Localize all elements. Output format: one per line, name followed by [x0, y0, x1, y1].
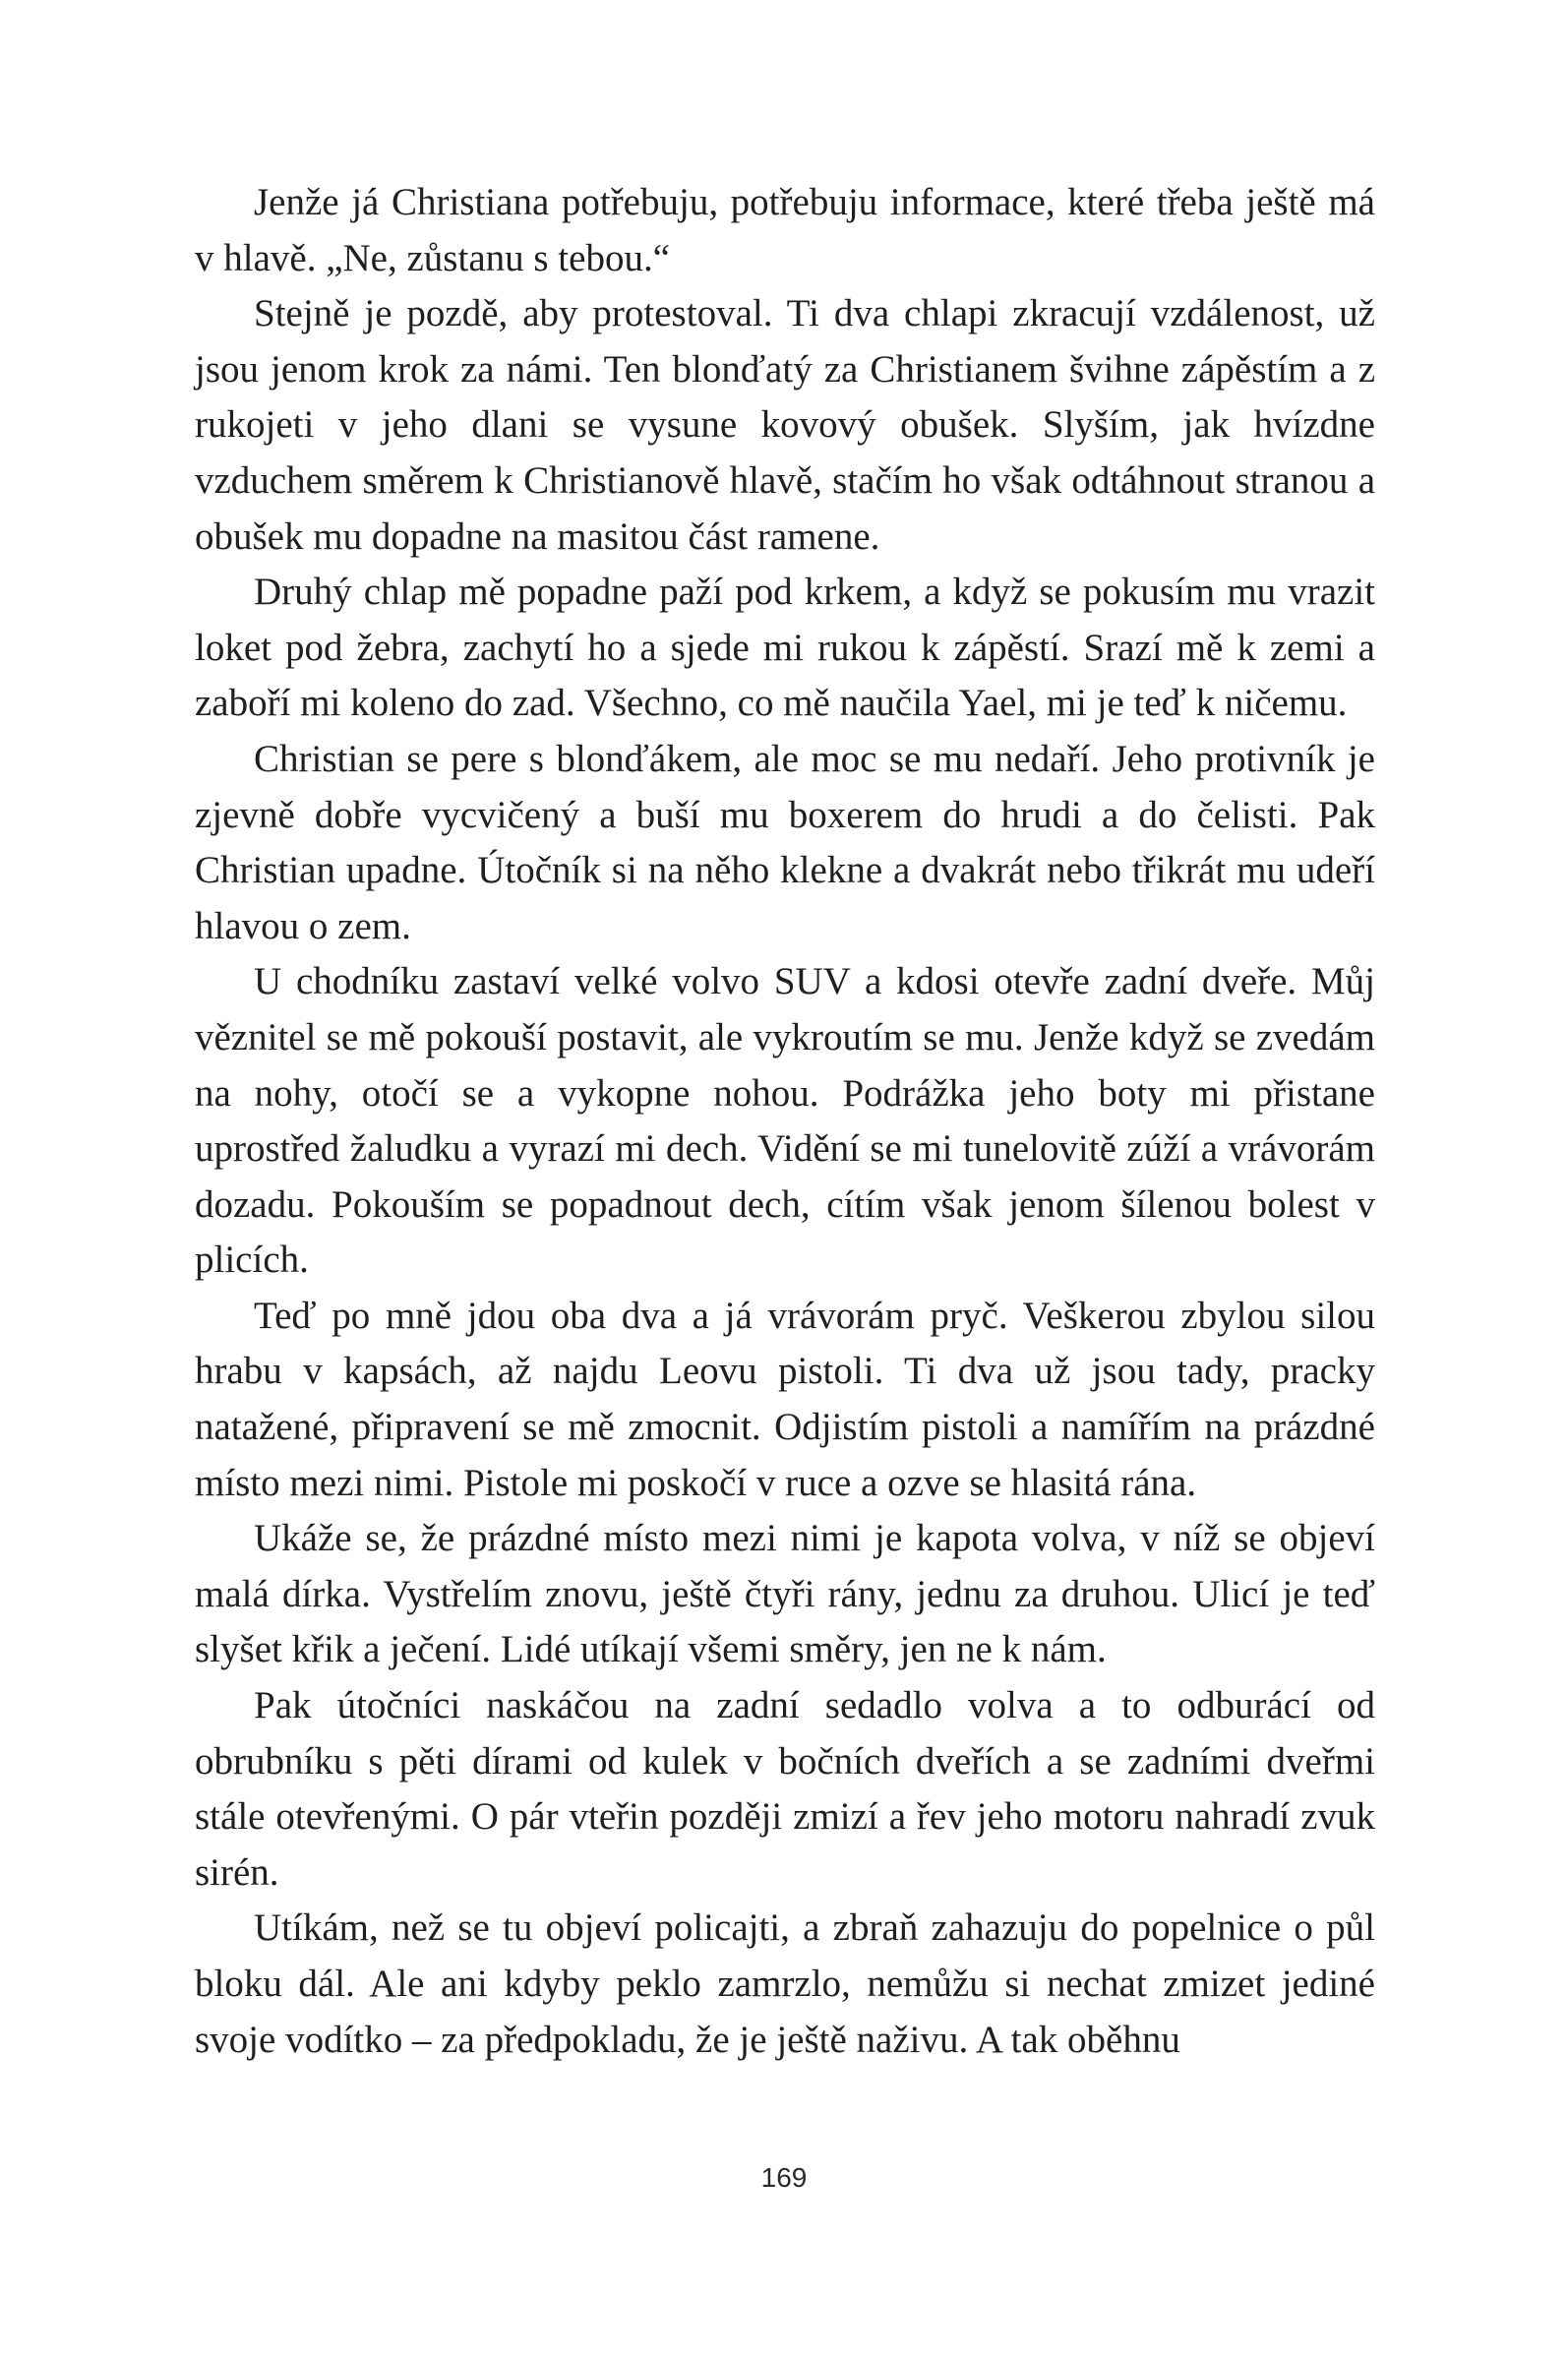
paragraph-8: Pak útočníci naskáčou na zadní sedadlo volva a to odburácí od obrubníku s pěti dírami od kulek v bočních dveřích a se zadními dveřmi stále otevřenými. O pár vteřin později zmizí a řev jeho motoru nahradí zvuk sirén.	[195, 1684, 1375, 1894]
page-number: 169	[760, 2162, 808, 2193]
paragraph-1: Jenže já Christiana potřebuju, potřebuju informace, které třeba ještě má v hlavě. „Ne, zůstanu s tebou.“	[195, 181, 1375, 279]
paragraph-5: U chodníku zastaví velké volvo SUV a kdosi otevře zadní dveře. Můj věznitel se mě pokouší postavit, ale vykroutím se mu. Jenže když se zvedám na nohy, otočí se a vykopne nohou. Podrážka jeho boty mi přistane uprostřed žaludku a vyrazí mi dech. Vidění se mi tunelovitě zúží a vrávorám dozadu. Pokouším se popadnout dech, cítím však jenom šílenou bolest v plicích.	[195, 960, 1375, 1282]
paragraph-4: Christian se pere s blonďákem, ale moc se mu nedaří. Jeho protivník je zjevně dobře vycvičený a buší mu boxerem do hrudi a do čelisti. Pak Christian upadne. Útočník si na něho klekne a dvakrát nebo třikrát mu udeří hlavou o zem.	[195, 737, 1375, 947]
paragraph-9: Utíkám, než se tu objeví policajti, a zbraň zahazuju do popelnice o půl bloku dál. Ale ani kdyby peklo zamrzlo, nemůžu si nechat zmizet jediné svoje vodítko – za předpokladu, že je ještě naživu. A tak oběhnu	[195, 1906, 1375, 2061]
paragraph-7: Ukáže se, že prázdné místo mezi nimi je kapota volva, v níž se objeví malá dírka. Vystřelím znovu, ještě čtyři rány, jednu za druhou. Ulicí je teď slyšet křik a ječení. Lidé utíkají všemi směry, jen ne k nám.	[195, 1517, 1375, 1671]
body-text	[195, 175, 1375, 2068]
paragraph-6: Teď po mně jdou oba dva a já vrávorám pryč. Veškerou zbylou silou hrabu v kapsách, až najdu Leovu pistoli. Ti dva už jsou tady, pracky natažené, připravení se mě zmocnit. Odjistím pistoli a namířím na prázdné místo mezi nimi. Pistole mi poskočí v ruce a ozve se hlasitá rána.	[195, 1294, 1375, 1504]
paragraph-3: Druhý chlap mě popadne paží pod krkem, a když se pokusím mu vrazit loket pod žebra, zachytí ho a sjede mi rukou k zápěstí. Srazí mě k zemi a zaboří mi koleno do zad. Všechno, co mě naučila Yael, mi je teď k ničemu.	[195, 571, 1375, 725]
paragraph-2: Stejně je pozdě, aby protestoval. Ti dva chlapi zkracují vzdálenost, už jsou jenom krok za námi. Ten blonďatý za Christianem švihne zápěstím a z rukojeti v jeho dlani se vysune kovový obušek. Slyším, jak hvízdne vzduchem směrem k Christianově hlavě, stačím ho však odtáhnout stranou a obušek mu dopadne na masitou část ramene.	[195, 292, 1375, 558]
